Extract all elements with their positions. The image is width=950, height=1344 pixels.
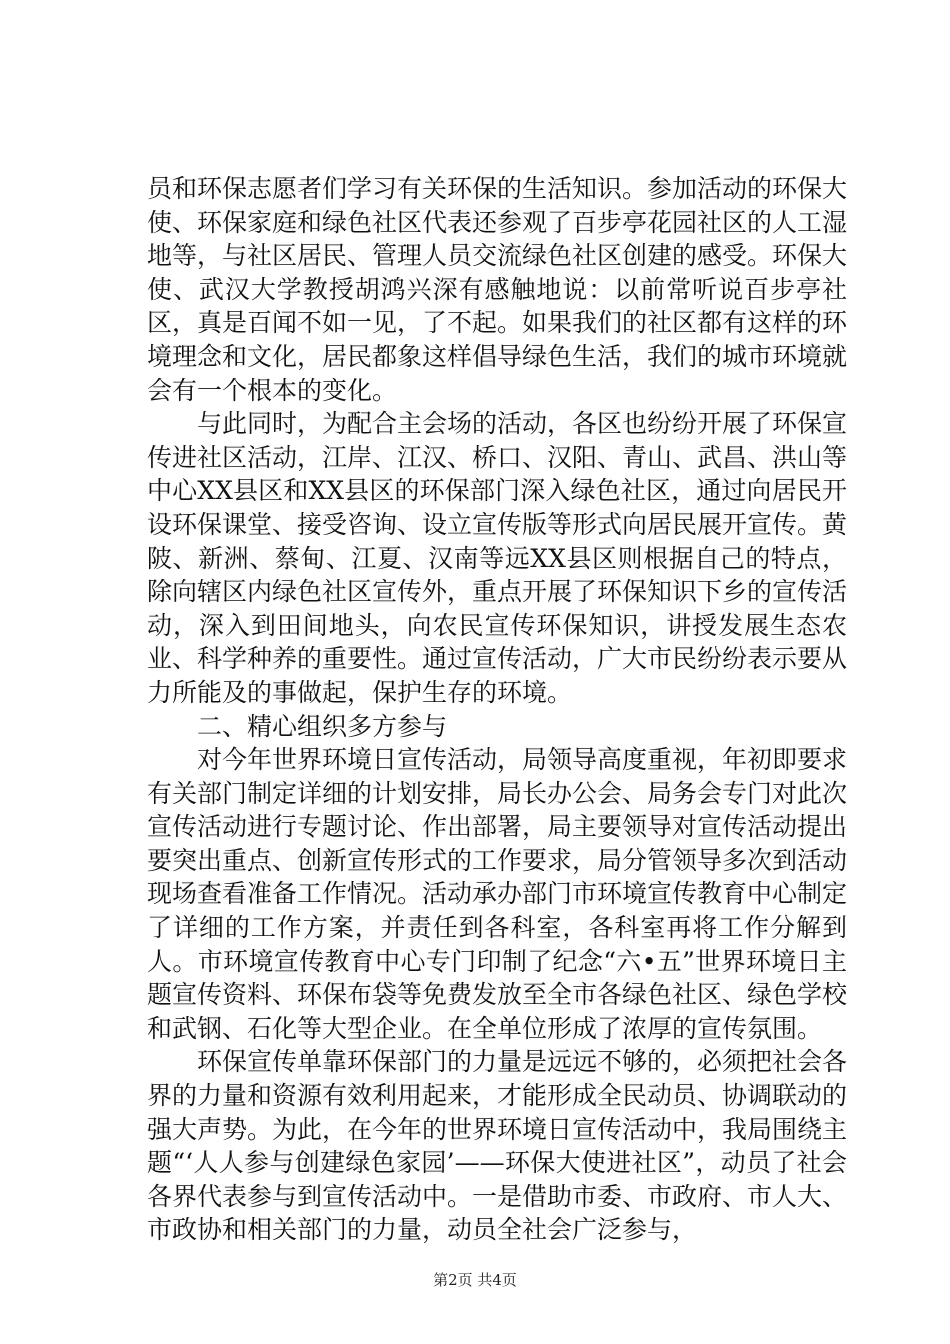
- paragraph-4: 环保宣传单靠环保部门的力量是远远不够的，必须把社会各界的力量和资源有效利用起来，才能形成全民动员、协调联动的强大声势。为此，在今年的世界环境日宣传活动中，我局围绕主题“‘人人参与创建绿色家园’——环保大使进社区”，动员了社会各界代表参与到宣传活动中。一是借助市委、市政府、市人大、市政协和相关部门的力量，动员全社会广泛参与，: [147, 1047, 848, 1245]
- section-heading: 二、精心组织多方参与: [197, 711, 448, 741]
- document-body: [147, 172, 847, 1247]
- paragraph-1: 员和环保志愿者们学习有关环保的生活知识。参加活动的环保大使、环保家庭和绿色社区代表还参观了百步亭花园社区的人工湿地等，与社区居民、管理人员交流绿色社区创建的感受。环保大使、武汉大学教授胡鸿兴深有感触地说：以前常听说百步亭社区，真是百闻不如一见，了不起。如果我们的社区都有这样的环境理念和文化，居民都象这样倡导绿色生活，我们的城市环境就会有一个根本的变化。: [147, 174, 848, 405]
- paragraph-2: 与此同时，为配合主会场的活动，各区也纷纷开展了环保宣传进社区活动，江岸、江汉、桥口、汉阳、青山、武昌、洪山等中心XX县区和XX县区的环保部门深入绿色社区，通过向居民开设环保课堂、接受咨询、设立宣传版等形式向居民展开宣传。黄陂、新洲、蔡甸、江夏、汉南等远XX县区则根据自己的特点，除向辖区内绿色社区宣传外，重点开展了环保知识下乡的宣传活动，深入到田间地头，向农民宣传环保知识，讲授发展生态农业、科学种养的重要性。通过宣传活动，广大市民纷纷表示要从力所能及的事做起，保护生存的环境。: [147, 409, 848, 707]
- page-footer: 第2页 共4页: [433, 1271, 517, 1289]
- paragraph-3: 对今年世界环境日宣传活动，局领导高度重视，年初即要求有关部门制定详细的计划安排，局长办公会、局务会专门对此次宣传活动进行专题讨论、作出部署，局主要领导对宣传活动提出要突出重点、创新宣传形式的工作要求，局分管领导多次到活动现场查看准备工作情况。活动承办部门市环境宣传教育中心制定了详细的工作方案，并责任到各科室，各科室再将工作分解到人。市环境宣传教育中心专门印制了纪念“六•五”世界环境日主题宣传资料、环保布袋等免费发放至全市各绿色社区、绿色学校和武钢、石化等大型企业。在全单位形成了浓厚的宣传氛围。: [147, 745, 848, 1043]
